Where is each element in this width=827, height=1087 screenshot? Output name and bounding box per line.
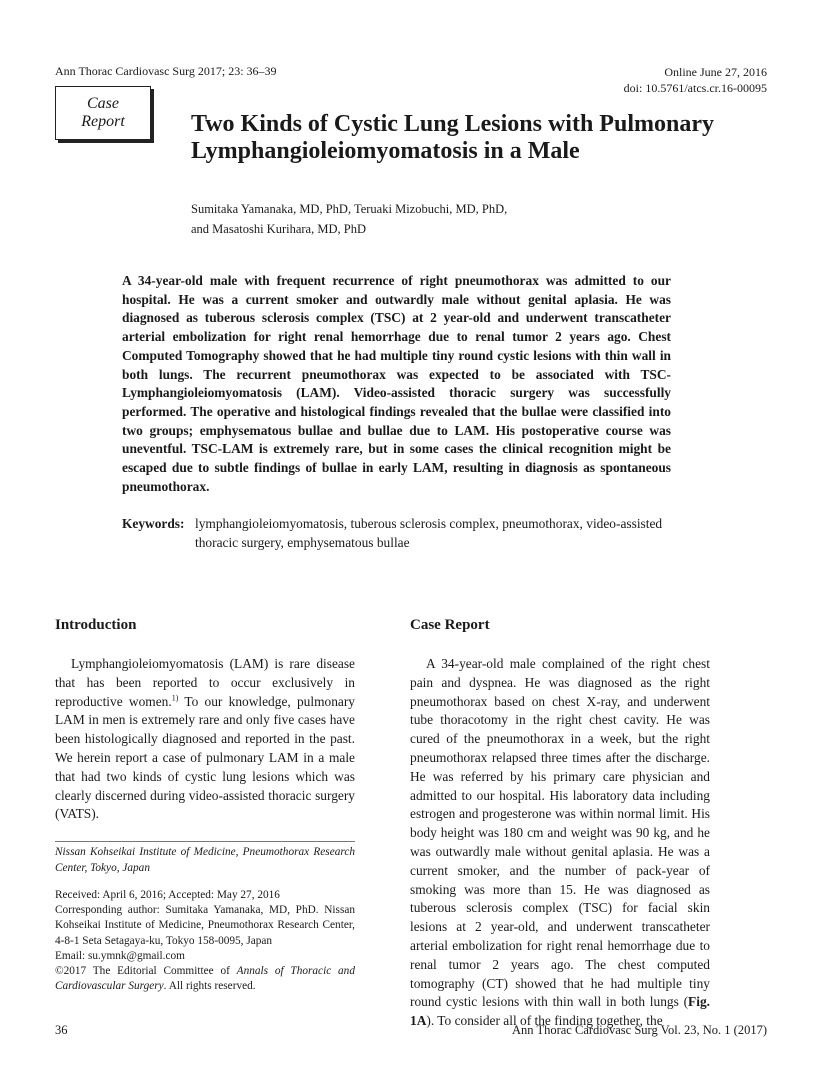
intro-text-part2: To our knowledge, pulmonary LAM in men is extremely rare and only five cases have been histologically diagnosed and reported in the past. We herein report a case of pulmonary LAM in a male that had two kinds of cystic lung lesions which was clearly discerned during video-assisted thoracic surgery (VATS). bbox=[55, 693, 356, 822]
author-email[interactable]: Email: su.ymnk@gmail.com bbox=[55, 949, 185, 962]
case-text-part1: A 34-year-old male complained of the right chest pain and dyspnea. He was diagnosed as the right pneumothorax based on chest X-ray, and underwent tube thoracotomy in the right chest cavity. He was cured of the pneumothorax in a week, but the right pneumothorax relapsed three times after the discharge. He was referred by his primary care physician and admitted to our hospital. His laboratory data including estrogen and progesterone was within normal limit. His body height was 180 cm and weight was 90 kg, and he was outwardly male without genital aplasia. He was a current smoker, and the number of pack-year of smoking was more than 15. He was diagnosed as tuberous sclerosis complex (TSC) for facial skin lesions at 2 year-old, and underwent transcatheter arterial embolization for right renal hemorrhage due to renal tumor 2 years ago. The chest computed tomography (CT) showed that he had multiple tiny round cystic lesions with thin wall in both lungs ( bbox=[410, 656, 710, 1010]
online-date: Online June 27, 2016 bbox=[664, 65, 767, 79]
received-accepted-dates: Received: April 6, 2016; Accepted: May 27, 2016 bbox=[55, 889, 280, 901]
title-line1: Two Kinds of Cystic Lung Lesions with Pulmonary bbox=[191, 111, 714, 137]
section-heading-case-report: Case Report bbox=[410, 617, 490, 633]
journal-citation: Ann Thorac Cardiovasc Surg 2017; 23: 36–39 bbox=[55, 64, 277, 78]
article-type-line2: Report bbox=[81, 113, 125, 130]
case-report-section bbox=[410, 615, 710, 1031]
corresponding-author: Corresponding author: Sumitaka Yamanaka, MD, PhD. Nissan Kohseikai Institute of Medicine, Pneumothorax Research Center, 4-8-1 Seta Setagaya-ku, Tokyo 158-0095, Japan bbox=[55, 904, 355, 947]
case-text-part2: ). To consider all of the finding together, the bbox=[426, 1013, 663, 1029]
introduction-section bbox=[55, 615, 355, 824]
footer-journal-issue: Ann Thorac Cardiovasc Surg Vol. 23, No. 1 (2017) bbox=[512, 1023, 767, 1037]
keywords bbox=[122, 515, 671, 552]
article-type-badge bbox=[55, 86, 151, 140]
article-title bbox=[191, 111, 771, 165]
copyright-prefix: ©2017 The Editorial Committee of bbox=[55, 965, 237, 978]
keywords-label: Keywords: bbox=[122, 516, 185, 531]
case-report-paragraph bbox=[410, 655, 710, 1031]
doi-link[interactable]: doi: 10.5761/atcs.cr.16-00095 bbox=[623, 81, 767, 95]
reference-link[interactable]: 1) bbox=[171, 693, 179, 703]
article-type-line1: Case bbox=[87, 95, 119, 112]
title-line2: Lymphangioleiomyomatosis in a Male bbox=[191, 138, 580, 164]
abstract: A 34-year-old male with frequent recurrence of right pneumothorax was admitted to our hospital. He was a current smoker and outwardly male without genital aplasia. He was diagnosed as tuberous sclerosis complex (TSC) at 2 year-old and underwent transcatheter arterial embolization for right renal hemorrhage due to renal tumor 2 years ago. Chest Computed Tomography showed that he had multiple tiny round cystic lesions with thin wall in both lungs. The recurrent pneumothorax was expected to be associated with TSC-Lymphangioleiomyomatosis (LAM). Video-assisted thoracic surgery was successfully performed. The operative and histological findings revealed that the bullae were classified into two groups; emphysematous bullae and bullae due to LAM. His postoperative course was uneventful. TSC-LAM is extremely rare, but in some cases the clinical recognition might be escaped due to subtle findings of bullae in early LAM, resulting in diagnosis as spontaneous pneumothorax. bbox=[122, 273, 671, 494]
author-list bbox=[191, 199, 507, 239]
footnote-divider bbox=[55, 841, 355, 842]
copyright-suffix: . All rights reserved. bbox=[163, 980, 256, 993]
copyright-journal-name: Annals of Thoracic and Cardiovascular Surgery bbox=[55, 965, 355, 993]
figure-reference-link[interactable]: Fig. 1A bbox=[410, 994, 710, 1029]
copyright-notice bbox=[55, 964, 355, 994]
page-number: 36 bbox=[55, 1023, 68, 1037]
introduction-paragraph bbox=[55, 655, 355, 824]
keywords-list: lymphangioleiomyomatosis, tuberous sclerosis complex, pneumothorax, video-assisted thoracic surgery, emphysematous bullae bbox=[195, 516, 663, 550]
publication-info bbox=[624, 64, 767, 96]
section-heading-introduction: Introduction bbox=[55, 617, 137, 633]
authors-line2: and Masatoshi Kurihara, MD, PhD bbox=[191, 222, 366, 236]
intro-text-part1: Lymphangioleiomyomatosis (LAM) is rare disease that has been reported to occur exclusively in reproductive women. bbox=[55, 656, 355, 709]
article-notes bbox=[55, 888, 355, 994]
authors-line1: Sumitaka Yamanaka, MD, PhD, Teruaki Mizobuchi, MD, PhD, bbox=[191, 202, 508, 216]
author-affiliation: Nissan Kohseikai Institute of Medicine, Pneumothorax Research Center, Tokyo, Japan bbox=[55, 846, 355, 874]
